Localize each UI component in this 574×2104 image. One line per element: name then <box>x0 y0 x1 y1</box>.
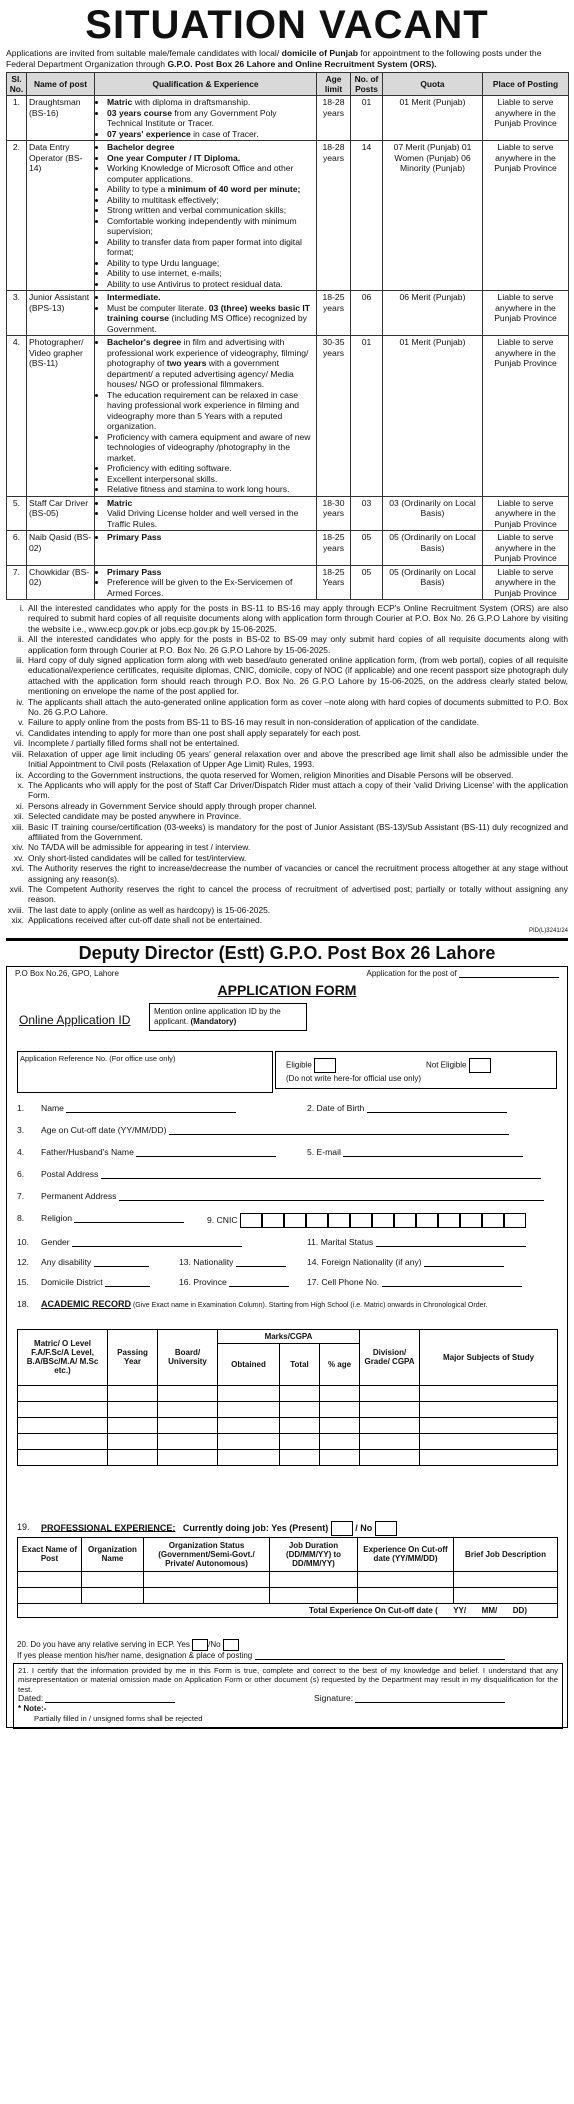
field-name[interactable]: 1. Name <box>17 1103 236 1113</box>
job-quota: 06 Merit (Punjab) <box>383 291 483 336</box>
job-sl: 3. <box>7 291 27 336</box>
intro-text: Applications are invited from suitable male/female candidates with local/ domicile of Punjab for appointment to the following posts under the Federal Department Organization through G.P.O. Post Box 26 Lahore and Online Recruitment System (ORS). <box>6 48 542 69</box>
qualification-item: • The education requirement can be relaxed in case having professional work experience in filming and videography more than 5 Years with a reputed organization. <box>107 390 314 432</box>
job-place: Liable to serve anywhere in the Punjab Province <box>483 565 569 600</box>
relative-no-checkbox[interactable] <box>223 1639 239 1651</box>
qualification-item: • Excellent interpersonal skills. <box>107 474 314 485</box>
term-item: viii. Relaxation of upper age limit including 05 years' general relaxation over and above the prescribed age limit shall also be admissible under the Initial Appointment to Civil posts (Relaxation of Upper Age Limit) Rules, 1993. <box>11 748 568 770</box>
academic-record-heading: 18. ACADEMIC RECORD (Give Exact name in Examination Column). Starting from High School (i.e. Matric) onwards in Chronological Order. <box>17 1298 488 1309</box>
currently-doing-yes[interactable] <box>331 1521 353 1536</box>
field-postal-address[interactable]: 6. Postal Address <box>17 1169 541 1179</box>
relative-details[interactable]: If yes please mention his/her name, designation & place of posting <box>17 1651 505 1660</box>
qualification-item: • Relative fitness and stamina to work long hours. <box>107 484 314 495</box>
term-item: xvi. The Authority reserves the right to increase/decrease the number of vacancies or cancel the recruitment process altogether at any stage without assigning any reason(s). <box>11 863 568 884</box>
form-title: APPLICATION FORM <box>217 981 357 998</box>
field-foreign-nationality[interactable]: 14. Foreign Nationality (if any) <box>307 1257 504 1267</box>
qualification-item: • Matric with diploma in draftsmanship. <box>107 97 314 108</box>
job-age: 18-28 years <box>317 141 351 291</box>
job-place: Liable to serve anywhere in the Punjab Province <box>483 336 569 497</box>
term-item: iv. The applicants shall attach the auto-generated online application form as cover –note along with hard copies of documents submitted to P.O. Box No. 26 G.P.O Lahore. <box>16 696 568 718</box>
qualification-item: • 03 years course from any Government Poly Technical Institute or Tracer. <box>107 108 314 129</box>
not-eligible-checkbox <box>469 1058 491 1073</box>
field-father-name[interactable]: 4. Father/Husband's Name <box>17 1147 276 1157</box>
header-sl: Sl. No. <box>7 73 27 96</box>
field-nationality[interactable]: 13. Nationality <box>179 1257 286 1267</box>
job-quota: 07 Merit (Punjab) 01 Women (Punjab) 06 Minority (Punjab) <box>383 141 483 291</box>
job-row <box>7 565 569 600</box>
post-applied: Application for the post of <box>366 969 559 978</box>
qualification-item: • Preference will be given to the Ex-Servicemen of Armed Forces. <box>107 577 314 598</box>
job-sl: 6. <box>7 531 27 566</box>
job-post: Photographer/ Video grapher (BS-11) <box>27 336 95 497</box>
term-item: ii. All the interested candidates who apply for the posts in BS-02 to BS-09 may only submit hard copies of all requisite documents along with application form through Courier at P.O. Box No. 26 G.P.O Lahore by 15-06-2025. <box>17 634 568 655</box>
term-item: xix. Applications received after cut-off date shall not be entertained. <box>11 915 263 926</box>
field-province[interactable]: 16. Province <box>179 1277 289 1287</box>
qualification-item: • Ability to use Antivirus to protect residual data. <box>107 279 314 290</box>
dated-field[interactable]: Dated: <box>18 1694 175 1704</box>
job-qualification <box>95 496 317 531</box>
job-place: Liable to serve anywhere in the Punjab Province <box>483 496 569 531</box>
jobs-header-row <box>7 73 569 96</box>
academic-record-table: Matric/ O Level F.A/F.Sc/A Level, B.A/BSc/M.A/ M.Sc etc.) Passing Year Board/ University Marks/CGPA Division/ Grade/ CGPA Major Subjects of Study Obtained Total % age <box>17 1329 558 1466</box>
header-place: Place of Posting <box>483 73 569 96</box>
professional-experience-heading: 19. PROFESSIONAL EXPERIENCE: Currently doing job: Yes (Present) / No <box>17 1521 397 1536</box>
field-gender[interactable]: 10. Gender <box>17 1237 242 1247</box>
form-header <box>7 967 567 980</box>
job-place: Liable to serve anywhere in the Punjab Province <box>483 531 569 566</box>
job-post: Naib Qasid (BS-02) <box>27 531 95 566</box>
online-id-label: Online Application ID <box>19 1012 131 1027</box>
term-item: xvii. The Competent Authority reserves the right to cancel the process of recruitment of advertised post; partially or totally without assigning any reason. <box>9 883 568 905</box>
declaration-box <box>13 1663 563 1729</box>
qualification-item: • Bachelor degree <box>107 142 314 153</box>
job-quota: 05 (Ordinarily on Local Basis) <box>383 531 483 566</box>
field-cnic[interactable]: 9. CNIC <box>207 1213 526 1228</box>
job-quota: 05 (Ordinarily on Local Basis) <box>383 565 483 600</box>
job-sl: 1. <box>7 96 27 141</box>
deputy-director-address: Deputy Director (Estt) G.P.O. Post Box 26 Lahore <box>78 942 496 963</box>
job-sl: 4. <box>7 336 27 497</box>
advertisement-page <box>6 0 568 1728</box>
term-item: i. All the interested candidates who apply for the posts in BS-11 to BS-16 may apply through ECP's Online Recruitment System (ORS) are also required to submit hard copies of all requisite documents along with application form through Courier at P.O. Box No. 26 G.P.O Lahore by visiting the website i.e., www.ecp.gov.pk or jobs.ecp.gov.pk by 15-06-2025. <box>19 603 568 634</box>
job-qualification <box>95 291 317 336</box>
online-id-box[interactable]: Mention online application ID by the applicant. (Mandatory) <box>149 1003 307 1031</box>
job-post: Junior Assistant (BPS-13) <box>27 291 95 336</box>
form-address: P.O Box No.26, GPO, Lahore <box>15 968 119 978</box>
job-post: Draughtsman (BS-16) <box>27 96 95 141</box>
job-row <box>7 496 569 531</box>
field-domicile[interactable]: 15. Domicile District <box>17 1277 150 1287</box>
divider <box>6 938 568 941</box>
qualification-item: • Working Knowledge of Microsoft Office and other computer applications. <box>107 163 314 184</box>
qualification-item: • Primary Pass <box>107 532 314 543</box>
qualification-item: • Ability to transfer data from paper format into digital format; <box>107 237 314 258</box>
job-count: 03 <box>351 496 383 531</box>
term-item: xviii. The last date to apply (online as well as hardcopy) is 15-06-2025. <box>7 904 271 915</box>
job-post: Chowkidar (BS-02) <box>27 565 95 600</box>
job-row <box>7 291 569 336</box>
qualification-item: • Ability to use internet, e-mails; <box>107 268 314 279</box>
term-item: v. Failure to apply online from the posts from BS-11 to BS-16 may result in non-consideration of application of the candidate. <box>18 717 479 728</box>
eligible-checkbox <box>314 1058 336 1073</box>
job-row <box>7 336 569 497</box>
job-age: 18-28 years <box>317 96 351 141</box>
field-marital-status[interactable]: 11. Marital Status <box>307 1237 526 1247</box>
job-post: Staff Car Driver (BS-05) <box>27 496 95 531</box>
job-sl: 7. <box>7 565 27 600</box>
qualification-item: • Strong written and verbal communication skills; <box>107 205 314 216</box>
terms-list <box>6 603 568 926</box>
declaration-text: 21. I certify that the information provided by me in this Form is true, complete and correct to the best of my knowledge and belief. I understand that any misrepresentation or material omission made on Application Form or other document (s) requested by the Department may result in my disqualification for the test. <box>18 1665 558 1695</box>
field-religion[interactable]: 8. Religion <box>17 1213 184 1223</box>
term-item: iii. Hard copy of duly signed application form along with web based/auto generated online application form, (from web portal), copies of all requisite educational/experience certificates, requisite diplomas, CNIC, domicile, copy of NOC (if applicable) and one recent passport size photograph duly attached with the application form should reach through P.O. Box No. 26 G.P.O Lahore by 15-06-2025, on the address clearly stated below, mentioning on envelope the name of the post applied for. <box>16 655 568 697</box>
job-count: 05 <box>351 531 383 566</box>
job-age: 18-25 Years <box>317 565 351 600</box>
field-email[interactable]: 5. E-mail <box>307 1147 523 1157</box>
job-sl: 2. <box>7 141 27 291</box>
header-qual: Qualification & Experience <box>95 73 317 96</box>
job-row <box>7 141 569 291</box>
term-item: vi. Candidates intending to apply for more than one post shall apply separately for each post. <box>15 727 361 738</box>
job-age: 18-25 years <box>317 291 351 336</box>
qualification-item: • Primary Pass <box>107 567 314 578</box>
term-item: x. The Applicants who will apply for the post of Staff Car Driver/Dispatch Rider must attach a copy of their 'valid Driving License' with the application Form. <box>17 779 568 801</box>
term-item: xii. Selected candidate may be posted anywhere in Province. <box>13 811 242 822</box>
header-quota: Quota <box>383 73 483 96</box>
relative-question: 20. Do you have any relative serving in ECP. Yes /No <box>17 1639 239 1651</box>
field-permanent-address[interactable]: 7. Permanent Address <box>17 1191 544 1201</box>
qualification-item: • Ability to type a minimum of 40 word per minute; <box>107 184 314 195</box>
qualification-item: • Matric <box>107 498 314 509</box>
qualification-item: • Ability to type Urdu language; <box>107 258 314 269</box>
page-title: SITUATION VACANT <box>85 3 489 47</box>
qualification-item: • Proficiency with camera equipment and aware of new technologies of videography /photography in the market. <box>107 432 314 464</box>
professional-experience-table: Exact Name of Post Organization Name Organization Status (Government/Semi-Govt./ Private/ Autonomous) Job Duration (DD/MM/YY) to DD/MM/YY) Experience On Cut-off date (YY/MM/DD) Brief Job Description Total Experience On Cut-off date ( YY/ MM/ DD) <box>17 1537 558 1618</box>
signature-field[interactable]: Signature: <box>314 1694 505 1704</box>
term-item: vii. Incomplete / partially filled forms shall not be entertained. <box>13 738 240 749</box>
job-sl: 5. <box>7 496 27 531</box>
header-no: No. of Posts <box>351 73 383 96</box>
header-post: Name of post <box>27 73 95 96</box>
qualification-item: • Bachelor's degree in film and advertising with professional work experience of videography, filming/ photography of two years with a government department/ a reputed advertising agency/ Media houses/ NGO or professional filmmakers. <box>107 337 314 390</box>
term-item: xi. Persons already in Government Service should apply through proper channel. <box>15 800 317 811</box>
job-age: 18-25 years <box>317 531 351 566</box>
job-qualification <box>95 531 317 566</box>
job-qualification <box>95 141 317 291</box>
term-item: xv. Only short-listed candidates will be called for test/interview. <box>13 852 247 863</box>
field-disability[interactable]: 12. Any disability <box>17 1257 149 1267</box>
job-post: Data Entry Operator (BS-14) <box>27 141 95 291</box>
job-row <box>7 531 569 566</box>
job-qualification <box>95 336 317 497</box>
job-place: Liable to serve anywhere in the Punjab Province <box>483 96 569 141</box>
header-age: Age limit <box>317 73 351 96</box>
total-experience: Total Experience On Cut-off date ( YY/ MM/ DD) <box>18 1603 558 1617</box>
qualification-item: • Must be computer literate. 03 (three) weeks basic IT training course (including MS Office) recognized by Government. <box>107 303 314 335</box>
job-count: 01 <box>351 336 383 497</box>
job-count: 05 <box>351 565 383 600</box>
qualification-item: • Proficiency with editing software. <box>107 463 314 474</box>
job-count: 01 <box>351 96 383 141</box>
qualification-item: • Intermediate. <box>107 292 314 303</box>
qualification-item: • Valid Driving License holder and well versed in the Traffic Rules. <box>107 508 314 529</box>
jobs-table <box>6 72 569 600</box>
note-text: Partially filled in / unsigned forms shall be rejected <box>34 1713 203 1723</box>
job-quota: 01 Merit (Punjab) <box>383 336 483 497</box>
qualification-item: • 07 years' experience in case of Tracer. <box>107 129 314 140</box>
reference-no-box: Application Reference No. (For office use only) <box>17 1051 273 1093</box>
job-qualification <box>95 565 317 600</box>
reference-row <box>17 1051 557 1091</box>
field-age[interactable]: 3. Age on Cut-off date (YY/MM/DD) <box>17 1125 509 1135</box>
qualification-item: • Ability to multitask effectively; <box>107 195 314 206</box>
qualification-item: • Comfortable working independently with minimum supervision; <box>107 216 314 237</box>
qualification-item: • One year Computer / IT Diploma. <box>107 153 314 164</box>
job-quota: 01 Merit (Punjab) <box>383 96 483 141</box>
job-place: Liable to serve anywhere in the Punjab Province <box>483 141 569 291</box>
job-age: 18-30 years <box>317 496 351 531</box>
job-count: 06 <box>351 291 383 336</box>
relative-yes-checkbox[interactable] <box>192 1639 208 1651</box>
job-place: Liable to serve anywhere in the Punjab Province <box>483 291 569 336</box>
eligibility-box: Eligible Not Eligible (Do not write here-for official use only) <box>275 1051 557 1089</box>
job-count: 14 <box>351 141 383 291</box>
field-dob[interactable]: 2. Date of Birth <box>307 1103 507 1113</box>
currently-doing-no[interactable] <box>375 1521 397 1536</box>
application-form <box>6 966 568 1728</box>
job-age: 30-35 years <box>317 336 351 497</box>
term-item: xiv. No TA/DA will be admissible for appearing in test / interview. <box>12 842 251 853</box>
note-label: * Note:- <box>18 1703 47 1713</box>
term-item: ix. According to the Government instructions, the quota reserved for Women, religion Minorities and Disable Persons will be observed. <box>15 769 514 780</box>
pid-ref: PID(L)3241/24 <box>528 927 568 934</box>
field-cell-phone[interactable]: 17. Cell Phone No. <box>307 1277 522 1287</box>
job-quota: 03 (Ordinarily on Local Basis) <box>383 496 483 531</box>
term-item: xiii. Basic IT training course/certification (03-weeks) is mandatory for the post of Junior Assistant (BS-13)/Sub Assistant (BS-11) duly recognized and affiliated from the Government. <box>11 821 568 842</box>
job-row <box>7 96 569 141</box>
job-qualification <box>95 96 317 141</box>
